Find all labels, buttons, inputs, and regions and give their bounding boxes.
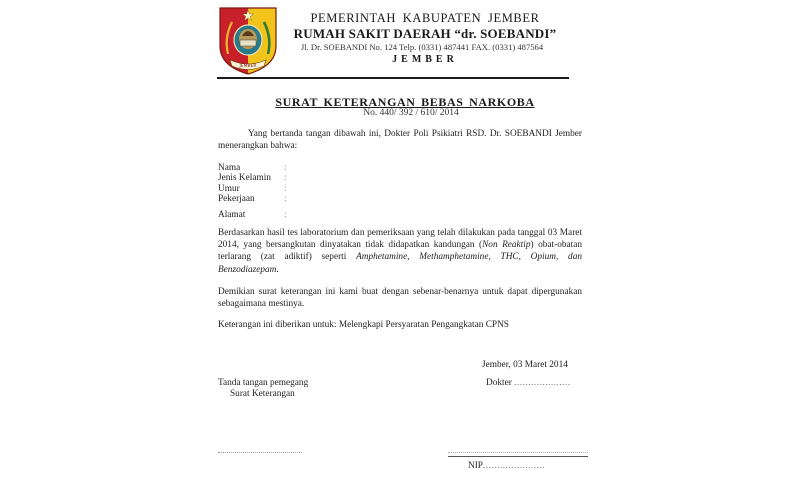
field-value-jenis-kelamin bbox=[294, 173, 494, 183]
field-row-jenis-kelamin bbox=[218, 173, 494, 183]
field-value-pekerjaan bbox=[294, 194, 494, 204]
doctor-signature-label bbox=[486, 378, 571, 388]
field-colon: : bbox=[284, 173, 287, 184]
jember-coat-of-arms-logo bbox=[218, 6, 278, 76]
place-date: Jember, 03 Maret 2014 bbox=[482, 360, 568, 370]
field-row-pekerjaan bbox=[218, 194, 494, 204]
logo-ribbon-text: JEMBER bbox=[239, 64, 257, 69]
closing-paragraph: Demikian surat keterangan ini kami buat dengan sebenar-benarnya untuk dapat dipergunakan sebagaimana mestinya. bbox=[218, 287, 582, 310]
doctor-signature-line bbox=[448, 456, 588, 457]
non-reactive-term: Non Reaktip bbox=[482, 240, 531, 251]
doctor-signature-dotted-line bbox=[448, 452, 588, 453]
letterhead bbox=[280, 12, 570, 67]
result-paragraph bbox=[218, 227, 582, 276]
doctor-label: Dokter bbox=[486, 378, 512, 388]
holder-signature-label-2: Surat Keterangan bbox=[230, 389, 295, 399]
doctor-nip bbox=[468, 461, 545, 471]
field-label: Nama bbox=[218, 163, 241, 173]
field-colon: : bbox=[284, 183, 287, 194]
field-colon: : bbox=[284, 163, 287, 173]
document-title: SURAT KETERANGAN BEBAS NARKOBA bbox=[275, 95, 535, 109]
substance-list: Amphetamine, Methamphetamine, THC, Opium, dan Benzodiazepam bbox=[218, 252, 582, 275]
holder-signature-line bbox=[218, 452, 302, 453]
field-colon: : bbox=[284, 194, 287, 205]
result-text-1: Berdasarkan hasil tes laboratorium dan pemeriksaan yang telah dilakukan pada tanggal 03 Maret 2014, yang bersangkutan dinyatakan tidak didapatkan kandungan ( bbox=[218, 228, 582, 251]
nip-placeholder: ...................... bbox=[482, 461, 546, 471]
holder-signature-label-1: Tanda tangan pemegang bbox=[218, 378, 309, 388]
document-number: No. 440/ 392 / 610/ 2014 bbox=[363, 108, 459, 118]
field-colon: : bbox=[284, 209, 287, 220]
field-row-nama bbox=[218, 163, 494, 173]
purpose-paragraph: Keterangan ini diberikan untuk: Melengkapi Persyaratan Pengangkatan CPNS bbox=[218, 320, 509, 330]
field-value-nama bbox=[294, 163, 494, 173]
letterhead-address: Jl. Dr. SOEBANDI No. 124 Telp. (0331) 487441 FAX. (0331) 487564 bbox=[300, 42, 544, 52]
letterhead-government: PEMERINTAH KABUPATEN JEMBER bbox=[310, 11, 540, 25]
result-text-2: ) obat-obatan terlarang (zat adiktif) seperti bbox=[218, 240, 582, 263]
field-label: Umur bbox=[218, 183, 240, 194]
intro-paragraph: Yang bertanda tangan dibawah ini, Dokter Poli Psikiatri RSD. Dr. SOEBANDI Jember menerangkan bahwa: bbox=[218, 129, 582, 152]
coat-of-arms-icon bbox=[218, 6, 278, 76]
field-value-umur bbox=[294, 184, 494, 194]
field-label: Jenis Kelamin bbox=[218, 173, 271, 184]
letterhead-city: JEMBER bbox=[392, 54, 458, 65]
field-label: Alamat bbox=[218, 209, 246, 220]
field-value-alamat bbox=[294, 210, 494, 220]
identity-fields bbox=[218, 163, 494, 220]
field-row-umur bbox=[218, 184, 494, 194]
nip-label: NIP bbox=[468, 461, 483, 471]
letterhead-divider bbox=[217, 77, 569, 79]
letterhead-hospital-name: RUMAH SAKIT DAERAH “dr. SOEBANDI” bbox=[293, 26, 557, 41]
doctor-name-placeholder: .................... bbox=[514, 378, 571, 388]
result-text-3: . bbox=[276, 264, 279, 275]
field-row-alamat bbox=[218, 210, 494, 220]
field-label: Pekerjaan bbox=[218, 194, 255, 205]
